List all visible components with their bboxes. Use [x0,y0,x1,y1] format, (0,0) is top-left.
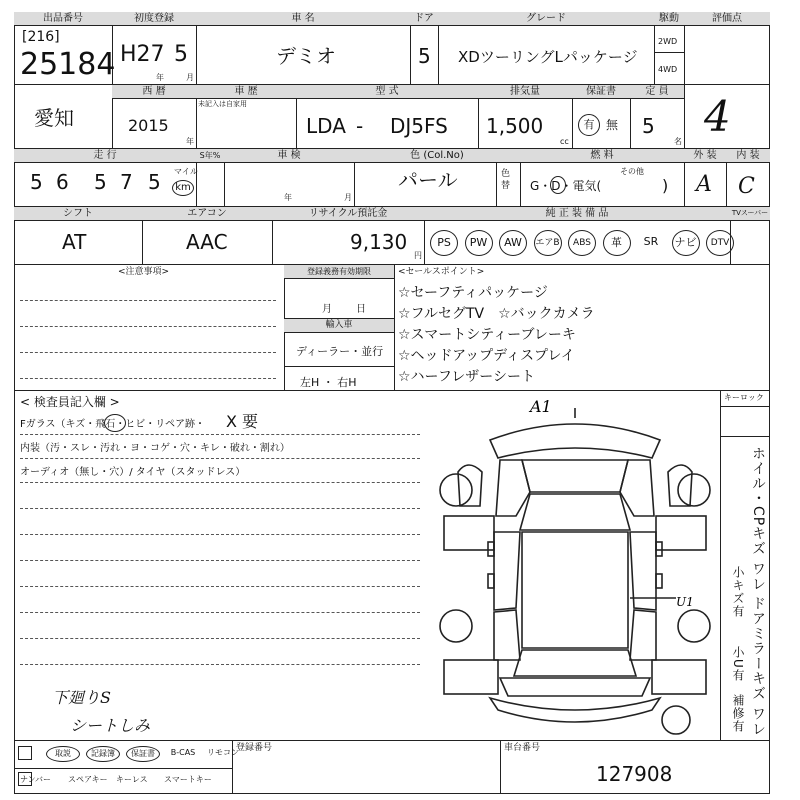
lot-label: 出品番号 [14,12,112,26]
color-label: 色 (Col.No) [354,149,520,163]
car-trunk [500,678,650,696]
drive-4wd: 4WD [658,65,678,74]
footer-item: スマートキー [164,775,212,784]
col-divider [500,740,501,794]
doors-value: 5 [418,44,431,68]
car-right-rear-wheel-arch [652,660,706,694]
footer-item: 記録簿 [86,746,120,762]
car-left-mirror [458,465,482,506]
glass-mark: X 要 [226,412,259,431]
sales-point: ☆スマートシティーブレーキ [398,327,576,343]
ac-value: AAC [186,230,228,254]
caution-label: <注意事項> [118,267,170,277]
mileage-digit: 6 [56,170,69,194]
lot-prefix: [216] [22,29,60,45]
car-front-bumper [490,424,660,458]
fuel-close: ) [662,176,669,195]
car-left-rear-wheel-arch [444,660,498,694]
inspection-line [20,560,420,561]
note-line [20,326,276,327]
fuel-options: G・D・電気( [530,179,602,193]
car-right-front-wheel-arch [656,516,706,550]
handwritten-note: シートしみ [70,716,151,735]
warranty-no: 無 [606,118,619,132]
drive-divider [654,52,684,53]
car-right-front-handle [656,542,662,556]
exterior-value: A [696,172,712,197]
footer-item: 保証書 [126,746,160,762]
history-note: 未記入は自家用 [198,100,247,108]
chassis-number: 127908 [596,762,673,786]
car-right-rear-door [630,610,656,660]
tv-label: TVスーパー [730,207,770,221]
footer-divider [14,768,232,769]
model-code-label: 型 式 [296,85,478,99]
shift-label: シフト [14,207,142,221]
equipment-item: エアB [534,230,562,256]
equipment-item: SR [643,235,659,248]
keylock-label: キーロック [724,393,764,402]
grade-label: グレード [438,12,654,26]
recycle-unit: 円 [414,251,422,260]
mileage-unit-mile: マイル [174,167,198,176]
car-wheel [440,474,472,506]
vertical-note: 小U有 [731,646,745,682]
keylock-divider [720,406,770,407]
capacity-label: 定 員 [630,85,684,99]
chassis-label: 車台番号 [504,743,541,753]
model-name: デミオ [276,44,336,68]
reg-day: 日 [356,304,366,315]
car-damage-diagram [430,398,720,738]
footer-checkbox [18,746,32,760]
first-reg-era: H27 [120,42,165,67]
inspection-line [20,612,420,613]
warranty-label: 保証書 [572,85,630,99]
warranty-yes-circled: 有 [578,114,600,136]
vertical-note: ドアミラーキズ ワレ [750,596,766,737]
row-divider [14,740,770,741]
inspection-line-glass: Fガラス（キズ・飛石・ヒビ・リペア跡・ [20,419,206,430]
mileage-digit: 5 [148,170,161,194]
score-value: 4 [704,92,731,141]
color-value: パール [398,168,458,192]
car-left-mid-handle [488,574,494,588]
recycle-value: 9,130 [350,230,408,254]
capacity-unit: 名 [674,137,682,146]
displacement-value: 1,500 [486,114,544,138]
equipment-label: 純 正 装 備 品 [424,207,730,221]
footer-item: スペアキー [68,775,108,784]
first-reg-label: 初度登録 [112,12,196,26]
footer-item: ナンバー [20,775,52,784]
car-rear-bumper [490,698,660,722]
glass-chip-circle [104,414,126,432]
first-reg-year-unit: 年 [156,73,164,82]
drive-label: 駆動 [654,12,684,26]
vertical-note: 補修有 [731,694,745,733]
fuel-d-circle [550,176,566,194]
mileage-label: 走 行 [14,149,196,163]
vertical-note: ホイル・CPキズ ワレ [750,446,766,592]
car-right-mid-handle [656,574,662,588]
year-unit: 年 [186,137,194,146]
inspection-line [20,482,420,483]
model-label: 車 名 [196,12,410,26]
col-divider [684,12,685,148]
displacement-unit: cc [560,137,569,146]
mileage-digit: 5 [30,170,43,194]
registration-label: 登録義務有効期限 [284,265,394,279]
equipment-item: ナビ [672,230,700,256]
doors-label: ドア [410,12,438,26]
footer-item: リモコン [207,748,239,757]
interior-label: 内 装 [726,149,770,163]
equipment-item: PS [430,230,458,256]
note-line [20,378,276,379]
recycle-label: リサイクル預託金 [272,207,424,221]
region: 愛知 [34,106,74,130]
interior-value: C [738,174,755,199]
reg-number-label: 登録番号 [236,743,273,753]
row-divider [14,390,770,391]
s-label: S年% [196,149,224,163]
car-wheel [678,610,710,642]
drive-2wd: 2WD [658,37,678,46]
footer-item: キーレス [116,775,148,784]
car-wheel [440,610,472,642]
year-value: 2015 [128,116,169,135]
first-reg-month-unit: 月 [186,73,194,82]
note-line [20,300,276,301]
diagram-mark-u1: U1 [676,595,694,609]
inspection-line [20,458,420,459]
reg-month: 月 [322,304,332,315]
keylock-divider [720,436,770,437]
car-front-left-fender [496,460,530,516]
model-code-a: LDA [306,114,346,138]
sales-point: ☆ハーフレザーシート [398,369,536,385]
inspection-line [20,508,420,509]
first-reg-month: 5 [174,42,188,67]
inspection-line [20,586,420,587]
exterior-label: 外 装 [684,149,726,163]
score-label: 評価点 [684,12,770,26]
car-windshield [520,494,630,530]
inspection-title: < 検査員記入欄 > [20,395,120,409]
car-left-front-handle [488,542,494,556]
history-label: 車 歴 [196,85,296,99]
car-front-right-fender [620,460,654,516]
color-change: 色替 [501,169,511,191]
fuel-other: その他 [620,167,644,176]
car-left-front-wheel-arch [444,516,494,550]
diagram-mark-a1: A1 [530,398,552,416]
inspection-line-audio: オーディオ（無し・穴）/ タイヤ（スタッドレス） [20,467,246,478]
col-divider [394,264,395,390]
model-code-dash: - [356,114,364,138]
equipment-item: PW [465,230,493,256]
steering-option: 左H ・ 右H [300,376,357,389]
mileage-digit: 5 [94,170,107,194]
grade-value: XDツーリングLパッケージ [458,48,638,66]
equipment-item: DTV [706,230,734,256]
handwritten-note: 下廻りS [52,688,111,707]
vertical-note: 小キズ有 [731,566,745,618]
mileage-unit-km-circled: km [172,180,194,196]
dealer-option: ディーラー・並行 [296,345,384,358]
footer-item: B-CAS [170,748,196,757]
sales-point: ☆フルセグTV ☆バックカメラ [398,306,595,322]
note-line [20,352,276,353]
displacement-label: 排気量 [478,85,572,99]
ac-label: エアコン [142,207,272,221]
inspection-label: 車 検 [224,149,354,163]
car-roof [522,532,628,648]
equipment-item: 革 [603,230,631,256]
capacity-value: 5 [642,114,655,138]
model-code-b: DJ5FS [390,114,448,138]
inspection-line-interior: 内装（汚・スレ・汚れ・ヨ・コゲ・穴・キレ・破れ・割れ） [20,443,290,454]
equipment-item: ABS [568,230,596,256]
sales-point: ☆セーフティパッケージ [398,285,548,301]
import-label: 輸入車 [284,319,394,333]
shift-value: AT [62,230,87,254]
fuel-label: 燃 料 [520,149,684,163]
col-divider [720,390,721,740]
inspection-line [20,534,420,535]
sales-point: ☆ヘッドアップディスプレイ [398,348,575,364]
equipment-item: AW [499,230,527,256]
car-rear-window [514,650,636,676]
lot-number: 25184 [20,47,116,82]
car-wheel [678,474,710,506]
inspection-line [20,638,420,639]
car-right-mirror [668,465,692,506]
footer-item: 取説 [46,746,80,762]
car-left-rear-door [494,610,520,660]
sales-label: <セールスポイント> [398,267,485,277]
mileage-digit: 7 [120,170,133,194]
car-spare-wheel [662,706,690,734]
car-hood [522,460,628,492]
inspection-line [20,664,420,665]
car-left-front-door [494,532,520,610]
inspection-year-unit: 年 [284,193,292,202]
year-label: 西 暦 [112,85,196,99]
inspection-month-unit: 月 [344,193,352,202]
notes-divider [284,366,394,367]
inspection-line [20,434,420,435]
